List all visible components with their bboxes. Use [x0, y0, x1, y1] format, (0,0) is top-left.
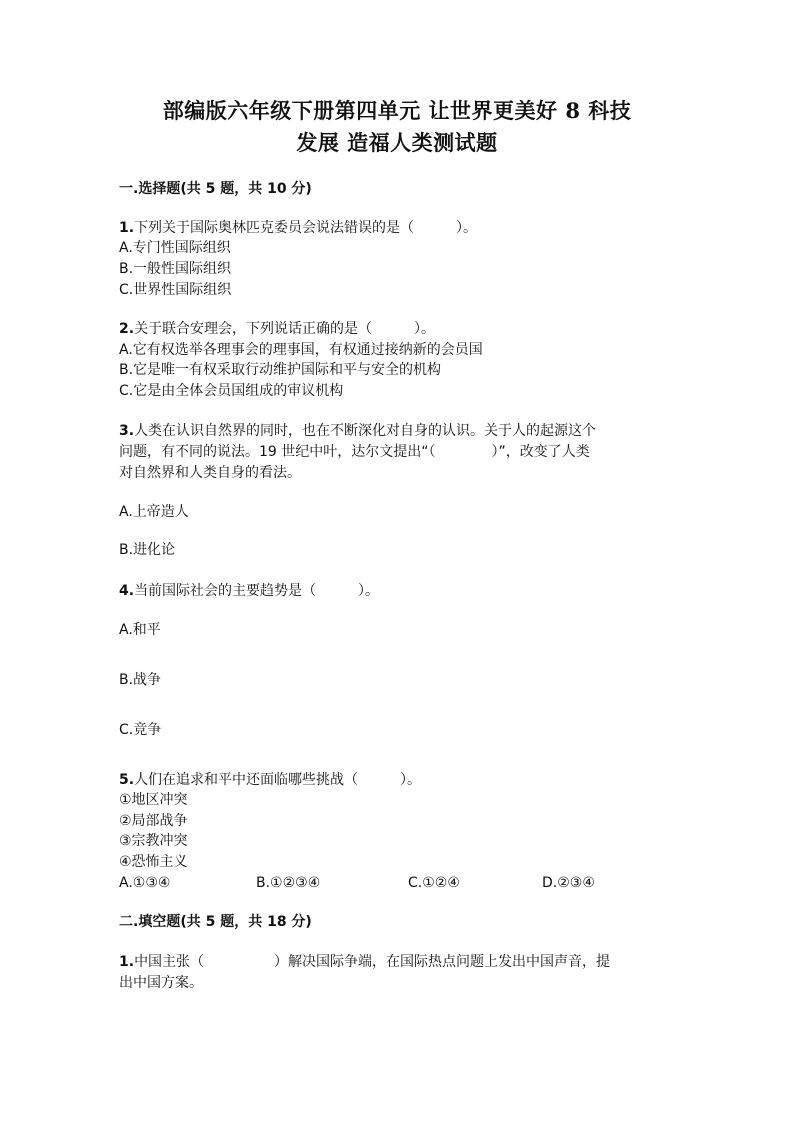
- question-number: 4.: [119, 583, 135, 599]
- question-5-option-c: C.①②④: [408, 875, 460, 891]
- question-number: 2.: [119, 321, 135, 337]
- document-title-line-2: 发展 造福人类测试题: [296, 130, 498, 155]
- question-5-option-b: B.①②③④: [256, 875, 321, 891]
- question-5-option-a: A.①③④: [119, 875, 171, 891]
- question-5-option-d: D.②③④: [542, 875, 595, 891]
- question-number: 1.: [119, 220, 135, 236]
- question-5-item-1: ①地区冲突: [119, 792, 188, 808]
- question-5-item-3: ③宗教冲突: [119, 833, 188, 849]
- question-5-item-2: ②局部战争: [119, 813, 188, 829]
- question-2-option-c: C.它是由全体会员国组成的审议机构: [119, 383, 344, 399]
- question-4-stem: [119, 581, 679, 601]
- section-heading-fill-in: 二.填空题(共 5 题，共 18 分): [119, 914, 312, 930]
- fill-in-1-stem-line-1: [119, 952, 679, 972]
- question-2-stem: [119, 319, 679, 339]
- question-1-option-c: C.世界性国际组织: [119, 282, 232, 298]
- question-1-option-a: A.专门性国际组织: [119, 240, 231, 256]
- question-2-option-a: A.它有权选举各理事会的理事国，有权通过接纳新的会员国: [119, 342, 483, 358]
- question-5-item-4: ④恐怖主义: [119, 854, 188, 870]
- question-1-stem: [119, 218, 679, 238]
- question-3-option-b: B.进化论: [119, 542, 176, 558]
- question-4-option-b: B.战争: [119, 672, 162, 688]
- question-5-stem: [119, 770, 679, 790]
- section-heading-choice: 一.选择题(共 5 题，共 10 分): [119, 181, 312, 197]
- question-4-option-c: C.竞争: [119, 722, 162, 738]
- question-3-stem-line-2: 问题，有不同的说法。19 世纪中叶，达尔文提出“（ ）”，改变了人类: [119, 444, 590, 460]
- question-text: 人类在认识自然界的同时，也在不断深化对自身的认识。关于人的起源这个: [134, 423, 597, 439]
- question-text: 中国主张（ ）解决国际争端，在国际热点问题上发出中国声音，提: [134, 954, 611, 970]
- question-text: 人们在追求和平中还面临哪些挑战（ ）。: [134, 772, 422, 788]
- question-3-stem-line-1: [119, 421, 679, 441]
- question-text: 关于联合安理会，下列说话正确的是（ ）。: [134, 321, 436, 337]
- question-number: 3.: [119, 423, 135, 439]
- fill-in-1-stem-line-2: 出中国方案。: [119, 975, 203, 991]
- question-number: 1.: [119, 954, 135, 970]
- question-text: 下列关于国际奥林匹克委员会说法错误的是（ ）。: [134, 220, 478, 236]
- question-text: 当前国际社会的主要趋势是（ ）。: [134, 583, 380, 599]
- question-3-stem-line-3: 对自然界和人类自身的看法。: [119, 465, 301, 481]
- question-2-option-b: B.它是唯一有权采取行动维护国际和平与安全的机构: [119, 362, 442, 378]
- question-1-option-b: B.一般性国际组织: [119, 261, 232, 277]
- document-title-line-1: 部编版六年级下册第四单元 让世界更美好 8 科技: [162, 98, 632, 123]
- question-4-option-a: A.和平: [119, 622, 161, 638]
- question-number: 5.: [119, 772, 135, 788]
- question-3-option-a: A.上帝造人: [119, 504, 189, 520]
